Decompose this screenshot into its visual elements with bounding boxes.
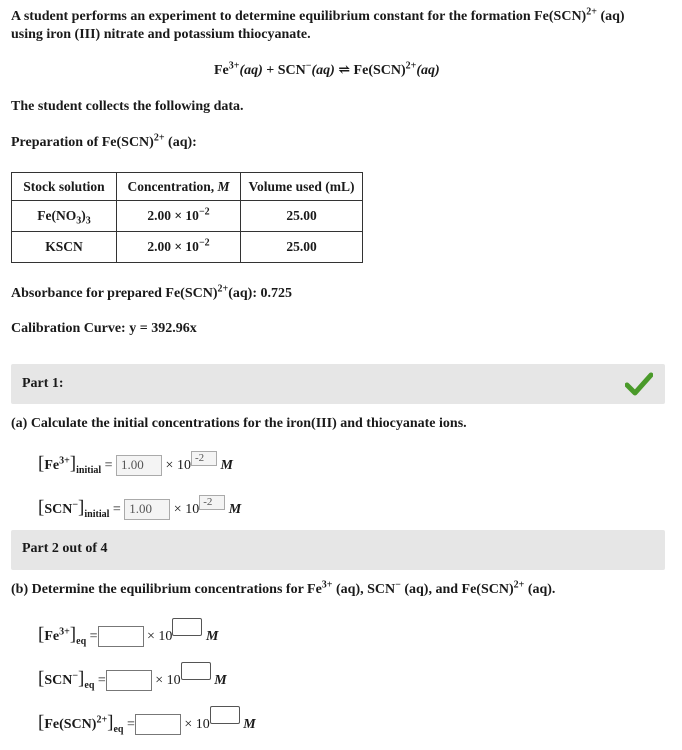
header-stock-solution: Stock solution bbox=[12, 173, 117, 201]
stock-solution-table bbox=[11, 172, 363, 263]
collects-text: The student collects the following data. bbox=[11, 99, 244, 114]
reaction-equation: $Fe^{3+}(aq) + SCN^-(aq)$ ⇌ Fe(SCN)$^{2+}$(aq) bbox=[214, 60, 440, 78]
part2-header bbox=[11, 530, 665, 570]
scn-eq-exponent-input[interactable] bbox=[181, 662, 211, 680]
stock-name-cell: KSCN bbox=[12, 232, 117, 263]
table-row bbox=[12, 201, 363, 232]
intro-text: A student performs an experiment to determine equilibrium constant for the formation Fe(SCN)$^{2+}$ (aq) using iron (III) nitrate and potassium thiocyanate. bbox=[11, 6, 625, 42]
scn-initial-row: $[SCN^-]_{initial} = 1.00 \times 10$ -2 M bbox=[38, 496, 242, 520]
fe-initial-exponent-input[interactable]: -2 bbox=[191, 451, 217, 466]
scn-eq-value-input[interactable] bbox=[106, 670, 152, 691]
scn-eq-row: $[SCN^-]_{eq}$ = × 10 M bbox=[38, 662, 227, 691]
fescn-eq-exponent-input[interactable] bbox=[210, 706, 240, 724]
preparation-heading: Preparation of Fe(SCN)$^{2+}$ (aq): bbox=[11, 132, 197, 150]
fe-initial-value-input[interactable]: 1.00 bbox=[116, 455, 162, 476]
stock-name-cell: $Fe(NO_3)_3$ bbox=[12, 201, 117, 232]
fe-eq-exponent-input[interactable] bbox=[172, 618, 202, 636]
part2-label: Part 2 out of 4 bbox=[22, 541, 108, 556]
fe-eq-value-input[interactable] bbox=[98, 626, 144, 647]
volume-cell: 25.00 bbox=[241, 201, 363, 232]
fe-initial-row: $[Fe^{3+}]_{initial} = 1.00 \times 10$ -2 M bbox=[38, 452, 233, 476]
checkmark-icon bbox=[625, 370, 653, 398]
part1-header bbox=[11, 364, 665, 404]
absorbance-text: Absorbance for prepared Fe(SCN)$^{2+}$(aq): 0.725 bbox=[11, 283, 292, 301]
scn-initial-exponent-input[interactable]: -2 bbox=[199, 495, 225, 510]
volume-cell: 25.00 bbox=[241, 232, 363, 263]
concentration-cell: $2.00 \times 10^{-2}$ bbox=[117, 232, 241, 263]
concentration-cell: $2.00 \times 10^{-2}$ bbox=[117, 201, 241, 232]
part1-question: (a) Calculate the initial concentrations for the iron(III) and thiocyanate ions. bbox=[11, 416, 467, 431]
header-volume: Volume used (mL) bbox=[241, 173, 363, 201]
fe-eq-row: $[Fe^{3+}]_{eq}$ = × 10 M bbox=[38, 618, 218, 647]
table-header-row bbox=[12, 173, 363, 201]
table-row bbox=[12, 232, 363, 263]
part2-question: (b) Determine the equilibrium concentrations for $Fe^{3+}$ (aq), SCN− (aq), and Fe(SCN)$^{2+}$ (aq). bbox=[11, 579, 556, 597]
scn-initial-value-input[interactable]: 1.00 bbox=[124, 499, 170, 520]
calibration-text: Calibration Curve: y = 392.96x bbox=[11, 321, 197, 336]
fescn-eq-row: $[Fe(SCN)^{2+}]_{eq}$ = × 10 M bbox=[38, 706, 256, 735]
part1-label: Part 1: bbox=[22, 376, 64, 391]
header-concentration: Concentration, M bbox=[117, 173, 241, 201]
fescn-eq-value-input[interactable] bbox=[135, 714, 181, 735]
